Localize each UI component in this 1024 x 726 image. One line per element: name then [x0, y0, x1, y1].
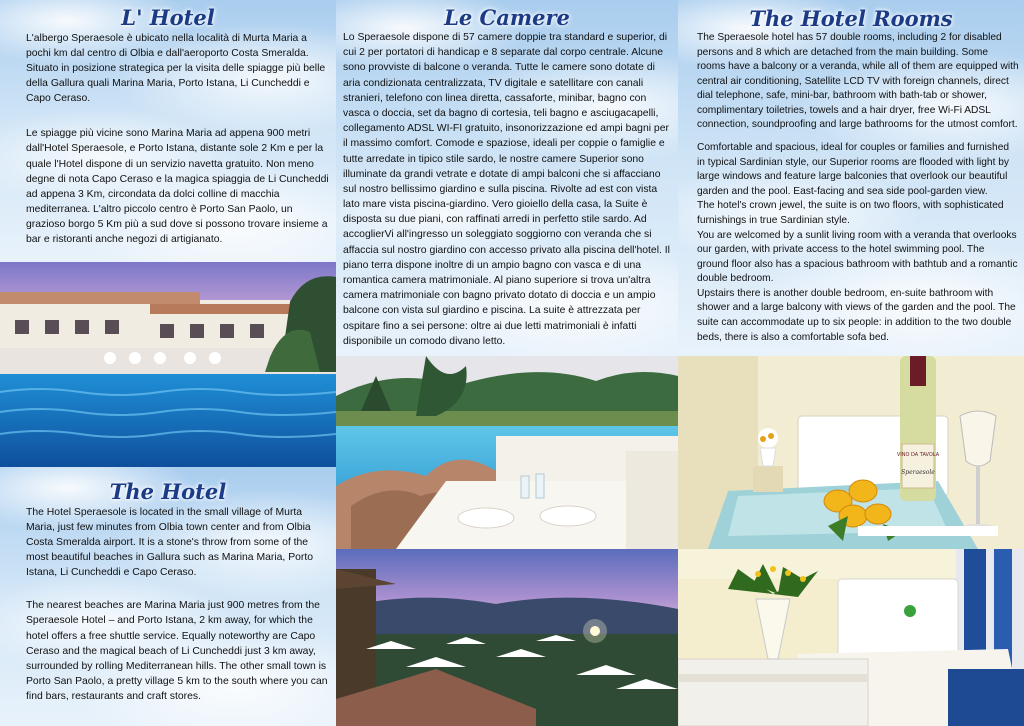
pool-terrace-image: [0, 262, 336, 467]
middle-text: [343, 30, 673, 356]
left-text-en: [26, 505, 329, 712]
paragraph-rooms-4: You are welcomed by a sunlit living room with a veranda that overlooks our garden, with private access to the hotel swimming pool. The ground floor also has a spacious bathroom with bathtub and a romantic double bedroom.: [697, 229, 1018, 285]
paragraph-en-1: The Hotel Speraesole is located in the small village of Murta Maria, just few minutes from Olbia town center and from Olbia Costa Smeralda airport. It is a stone's throw from some of the most beautiful beaches in Gallura such as Marina Maria, Porto Istana, Li Cuncheddi e Capo Ceraso.: [26, 507, 314, 579]
bedroom-wine-image: [678, 356, 1024, 549]
right-panel-text: [678, 0, 1024, 356]
poolside-table-image: [336, 356, 678, 549]
middle-panel-text: [336, 0, 678, 356]
title-l-hotel: L' Hotel: [121, 5, 215, 30]
paragraph-rooms-3: The hotel's crown jewel, the suite is on two floors, with sophisticated furnishings in true Sardinian style.: [697, 200, 1004, 226]
title-le-camere: Le Camere: [444, 5, 570, 30]
paragraph-rooms-2: Comfortable and spacious, ideal for couples or families and furnished in typical Sardinian style, our Superior rooms are flooded with light by large windows and feature large balconies that overlook our beautiful garden and the pool. East-facing and sea side pool-garden view.: [697, 142, 1010, 197]
paragraph-it-2: Le spiagge più vicine sono Marina Maria ad appena 900 metri dall'Hotel Speraesole, e Porto Istana, distante sole 2 Km e per la quale l'Hotel dispone di un servizio navetta gratuito. Non meno degne di nota Capo Ceraso e la magica spiaggia de Li Cuncheddi ad appena 3 Km, circondata da dolci colline di macchia mediterranea. L'altro piccolo centro è Porto San Paolo, un grazioso borgo 5 Km più a sud dove si possono trovare insieme a bar e ristoranti anche negozi di artigianato.: [26, 128, 329, 245]
photo-bedroom-wine: [678, 356, 1024, 549]
bedroom-flowers-image: [678, 549, 1024, 726]
paragraph-it-1: L'albergo Speraesole è ubicato nella località di Murta Maria a pochi km dal centro di Olbia e dall'aeroporto Costa Smeralda. Situato in posizione strategica per la visita delle spiagge più belle della Gallura quali Marina Maria, Porto Istana, Li Cuncheddi e Capo Ceraso.: [26, 33, 326, 105]
wine-brand: Speraesole: [901, 469, 935, 476]
paragraph-en-2: The nearest beaches are Marina Maria just 900 metres from the Speraesole Hotel – and Porto Istana, 2 km away, for which the hotel offers a free shuttle service. Equally noteworthy are Capo Ceraso and the magical beach of Li Cuncheddi just 3 km away, surrounded by rolling Mediterranean hills. The other small town is Porto San Paolo, a pretty village 5 km to the south where you can find bars, restaurants and craft stores.: [26, 600, 328, 702]
title-the-hotel: The Hotel: [109, 479, 227, 504]
right-text: [697, 31, 1019, 345]
paragraph-rooms-1: The Speraesole hotel has 57 double rooms, including 2 for disabled persons and 8 which are detached from the main building. Some rooms have a balcony or a veranda, while all of them are equipped with central air conditioning, Satellite LCD TV with foreign channels, direct dial telephone, safe, mini-bar, bathroom with bath-tab or shower, complimentary toiletries, towels and a hair dryer, free Wi-Fi ADSL connection, soundproofing and large bathrooms for the utmost comfort.: [697, 32, 1019, 131]
left-panel-bottom: [0, 467, 336, 726]
left-text-it: [26, 31, 329, 255]
title-hotel-rooms: The Hotel Rooms: [749, 6, 953, 31]
garden-dusk-image: [336, 549, 678, 726]
left-panel-top: [0, 0, 336, 262]
photo-bedroom-flowers: [678, 549, 1024, 726]
paragraph-rooms-5: Upstairs there is another double bedroom, en-suite bathroom with shower and a large balcony with views of the garden and the pool. The suite can accommodate up to six people: in addition to the two double beds, there is also a comfortable sofa bed.: [697, 287, 1016, 343]
wine-label: VINO DA TAVOLA: [896, 452, 940, 458]
photo-poolside-table: [336, 356, 678, 549]
photo-pool-terrace: [0, 262, 336, 467]
photo-garden-dusk: [336, 549, 678, 726]
paragraph-camere: Lo Speraesole dispone di 57 camere doppie tra standard e superior, di cui 2 per portatori di handicap e 8 separate dal corpo centrale. Alcune sono provviste di balcone o veranda. Tutte le camere sono dotate di aria condizionata centralizzata, TV digitale e satellitare con canali stranieri, telefono con linea diretta, cassaforte, minibar, bagno con vasca o doccia, set da bagno di cortesia, teli bagno e asciugacapelli, collegamento ADSL WI-FI gratuito, insonorizzazione ed ampi bagni per il massimo comfort. Comode e spaziose, ideali per coppie o famiglie e tutte arredate in tipico stile sardo, le nostre camere Superior sono illuminate da grandi vetrate e dotate di ampi balconi che si affacciano sul nostro bellissimo giardino e sulla piscina. Rivolte ad est con vista lato mare vista piscina-giardino. Vero gioiello della casa, la Suite è disposta su due piani, con raffinati arredi in perfetto stile sardo. Ad accoglierVi all'ingresso un soleggiato soggiorno con veranda che si affaccia sul nostro giardino con accesso privato alla piscina dell'hotel. Il piano terra dispone inoltre di un ampio bagno con vasca e di una romantica camera matrimoniale. Al piano superiore si trova un'altra camera matrimoniale con bagno privato dotato di doccia e un ampio balcone con vista sul giardino e piscina. La suite è attrezzata per ospitare fino a sei persone: oltre ai due letti matrimoniali è infatti disponibile un comodo divano letto.: [343, 32, 670, 347]
